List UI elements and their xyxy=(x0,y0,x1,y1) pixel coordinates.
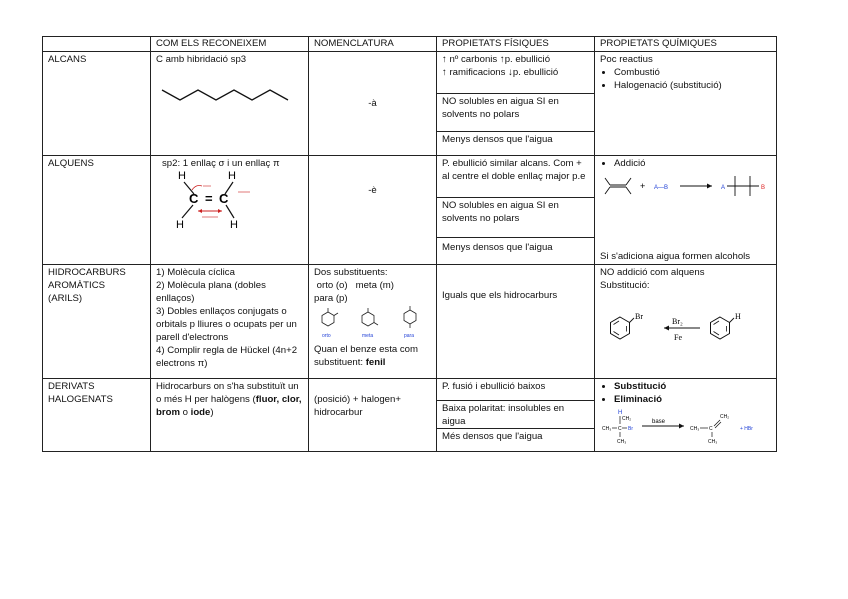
alquens-nomenclature: -è xyxy=(309,156,437,265)
halogenats-physical xyxy=(437,379,595,452)
alkene-structure-diagram xyxy=(156,170,296,232)
arils-nom-text: Quan el benze esta com substituent: xyxy=(314,344,418,368)
alcans-chemical xyxy=(595,52,777,156)
list-item: • Combustió xyxy=(614,66,771,79)
isomer-label-meta: meta xyxy=(362,333,374,339)
halogenats-name xyxy=(43,379,151,452)
arils-nom-line3: para (p) xyxy=(314,293,348,304)
header-nomenclature: NOMENCLATURA xyxy=(309,37,437,52)
rx-reagent-top: Br₂ xyxy=(672,317,683,326)
header-chemical: PROPIETATS QUÍMIQUES xyxy=(595,37,777,52)
row-halogenats xyxy=(43,379,777,452)
product-a-label: A xyxy=(721,185,726,191)
alcans-physical-3: Menys densos que l'aigua xyxy=(442,134,553,145)
alquens-chemical xyxy=(595,156,777,265)
alquens-chemical-list xyxy=(600,157,771,170)
alcans-physical-line2: ↑ ramificacions ↓p. ebullició xyxy=(442,67,559,78)
alquens-physical-3: Menys densos que l'aigua xyxy=(442,242,553,253)
atom-c-label: C xyxy=(189,191,199,206)
alcans-physical-2: NO solubles en aigua SI en solvents no polars xyxy=(437,94,594,132)
halogenats-physical-2: Baixa polaritat: insolubles en aigua xyxy=(437,401,594,429)
alcans-recognize-text: C amb hibridació sp3 xyxy=(156,54,247,65)
arils-nom-line1: Dos substituents: xyxy=(314,267,388,278)
halogenats-chemical xyxy=(595,379,777,452)
alcans-chemical-intro: Poc reactius xyxy=(600,54,653,65)
addition-reaction-diagram xyxy=(600,170,772,200)
arils-name-line1: HIDROCARBURS xyxy=(48,267,126,278)
halogenats-recognize-post: ) xyxy=(210,407,214,418)
double-bond-label: = xyxy=(205,191,213,206)
halogenats-physical-3: Més densos que l'aigua xyxy=(442,431,543,442)
arils-name-line2: AROMÀTICS xyxy=(48,280,106,291)
rx-br: Br xyxy=(628,426,633,432)
arils-nomenclature xyxy=(309,265,437,379)
halogenats-nomenclature: (posició) + halogen+ hidrocarbur xyxy=(309,379,437,452)
arils-name-line3: (ARILS) xyxy=(48,293,83,304)
arils-nom-bold: fenil xyxy=(365,357,386,368)
halogenats-name-line2: HALOGENATS xyxy=(48,394,113,405)
header-empty xyxy=(43,37,151,52)
arils-name xyxy=(43,265,151,379)
alquens-physical xyxy=(437,156,595,265)
isomer-label-para: para xyxy=(404,333,415,339)
header-recognize: COM ELS RECONEIXEM xyxy=(151,37,309,52)
alquens-recognize xyxy=(151,156,309,265)
rx-c-product: C xyxy=(709,426,713,432)
alcans-physical-1 xyxy=(437,52,594,94)
alcans-physical-line1: ↑ nº carbonis ↑p. ebullició xyxy=(442,54,551,65)
rx-sub-right: H xyxy=(735,312,741,321)
header-row xyxy=(43,37,777,52)
row-alcans xyxy=(43,52,777,156)
aromatic-substitution-diagram xyxy=(600,292,772,358)
arils-recognize-1: 1) Molècula cíclica xyxy=(156,267,235,278)
alquens-name: ALQUENS xyxy=(43,156,151,265)
halogenats-halogens-bold: fluor, clor, brom xyxy=(156,394,302,418)
row-alquens xyxy=(43,156,777,265)
rx-hbr: + HBr xyxy=(740,426,753,432)
alquens-physical-1: P. ebullició similar alcans. Com + al centre el doble enllaç major p.e xyxy=(437,156,594,198)
arils-recognize xyxy=(151,265,309,379)
rx-reagent-bottom: Fe xyxy=(674,333,682,342)
rx-sub-left: Br xyxy=(635,312,643,321)
arils-chemical xyxy=(595,265,777,379)
atom-c-label: C xyxy=(219,191,229,206)
row-arils xyxy=(43,265,777,379)
list-item: • Addició xyxy=(614,157,771,170)
zigzag-chain-diagram xyxy=(156,66,296,106)
halogenats-recognize-text: Hidrocarburs on s'ha substituït un o més H per halògens ( xyxy=(156,381,299,405)
halogenats-chemical-list xyxy=(600,380,771,406)
arils-recognize-4: 4) Complir regla de Hückel (4n+2 electrons π) xyxy=(156,345,298,369)
isomer-label-orto: orto xyxy=(322,333,331,339)
halogenats-name-line1: DERIVATS xyxy=(48,381,95,392)
rx-ch2-top: CH₂ xyxy=(622,416,632,422)
alquens-recognize-text: sp2: 1 enllaç σ i un enllaç π xyxy=(162,158,280,169)
rx-ch3-product: CH₃ xyxy=(690,426,700,432)
alcans-physical xyxy=(437,52,595,156)
rx-ch3-left: CH₃ xyxy=(602,426,612,432)
rx-h: H xyxy=(618,410,623,416)
atom-h-label: H xyxy=(178,170,186,182)
arils-nom-line4 xyxy=(314,343,431,369)
alcans-nomenclature: -à xyxy=(309,52,437,156)
rx-ch2-product: CH₂ xyxy=(720,414,730,420)
alquens-physical-2: NO solubles en aigua SI en solvents no polars xyxy=(437,198,594,238)
atom-h-label: H xyxy=(228,170,236,182)
alcans-recognize xyxy=(151,52,309,156)
arils-chemical-line2: Substitució: xyxy=(600,280,650,291)
summary-table xyxy=(42,36,777,452)
halogenats-physical-1: P. fusió i ebullició baixos xyxy=(437,379,594,401)
rx-base: base xyxy=(652,419,666,425)
rx-ch3-bottom: CH₃ xyxy=(617,439,627,445)
atom-h-label: H xyxy=(176,219,184,231)
halogenats-recognize-mid: o xyxy=(179,407,191,418)
atom-h-label: H xyxy=(230,219,238,231)
arils-chemical-line1: NO addició com alquens xyxy=(600,267,705,278)
alcans-chemical-list xyxy=(600,66,771,92)
list-item: • Eliminació xyxy=(614,393,771,406)
arils-recognize-2: 2) Molècula plana (dobles enllaços) xyxy=(156,280,266,304)
halogenats-iode-bold: iode xyxy=(190,407,211,418)
arils-physical: Iguals que els hidrocarburs xyxy=(437,265,595,379)
arils-recognize-3: 3) Dobles enllaços conjugats o orbitals p lliures o ocupats per un parell d'electrons xyxy=(156,306,297,343)
reagent-label: A—B xyxy=(654,185,669,191)
product-b-label: B xyxy=(761,185,766,191)
plus-sign: + xyxy=(640,181,646,191)
arils-nom-line2: orto (o) meta (m) xyxy=(314,280,394,291)
list-item: • Halogenació (substitució) xyxy=(614,79,771,92)
disubstituted-isomers-diagram xyxy=(314,305,432,339)
rx-c: C xyxy=(618,426,622,432)
alcans-name: ALCANS xyxy=(43,52,151,156)
header-physical: PROPIETATS FÍSIQUES xyxy=(437,37,595,52)
elimination-reaction-diagram xyxy=(600,406,772,446)
list-item: • Substitució xyxy=(614,380,771,393)
halogenats-recognize xyxy=(151,379,309,452)
alquens-chemical-note: Si s'adiciona aigua formen alcohols xyxy=(600,251,751,262)
rx-ch3-product-bottom: CH₃ xyxy=(708,439,718,445)
